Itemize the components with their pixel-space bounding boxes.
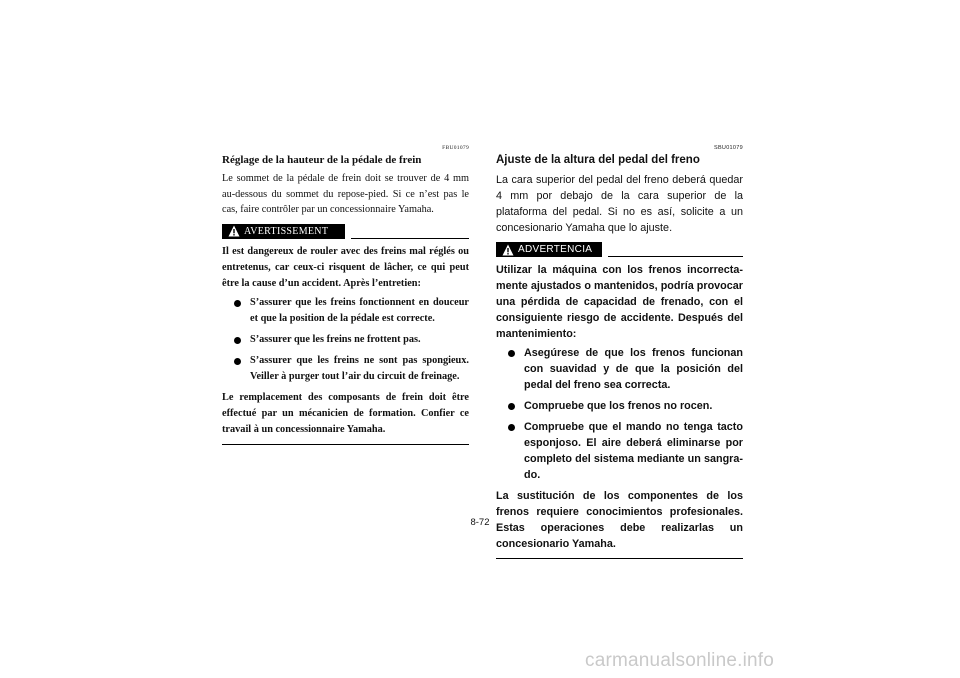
warning-footer: Le remplacement des composants de frein doit être effectué par un mécanicien de formation. Confier ce travail à un concessionnaire Yamaha.	[222, 391, 469, 435]
list-item: Compruebe que el mando no tenga tacto esponjoso. El aire deberá eliminarse por completo del sistema mediante un sangra-do.	[496, 419, 743, 483]
spanish-column	[496, 145, 743, 559]
list-item: S’assurer que les freins ne sont pas spongieux. Veiller à purger tout l’air du circuit de freinage.	[222, 353, 469, 385]
warning-body	[222, 244, 469, 438]
warning-rule	[351, 238, 469, 239]
end-rule	[222, 444, 469, 445]
warning-footer: La sustitución de los componentes de los frenos requiere conocimientos profesionales. Estas operaciones debe realizarlas un concesionario Yamaha.	[496, 490, 743, 550]
intro-paragraph: Le sommet de la pédale de frein doit se trouver de 4 mm au-dessous du sommet du repose-pied. Si ce n’est pas le cas, faire contrôler par un concessionnaire Yamaha.	[222, 173, 469, 215]
page-number: 8-72	[470, 517, 490, 528]
section-code: FBU01079	[442, 145, 469, 151]
bullet-icon	[234, 358, 241, 365]
intro-paragraph: La cara superior del pedal del freno deberá quedar 4 mm por debajo de la cara superior de la plataforma del pedal. Si no es así, solicite a un concesionario Yamaha que lo ajuste.	[496, 174, 743, 234]
end-rule	[496, 558, 743, 559]
bullet-icon	[508, 403, 515, 410]
list-item: Asegúrese de que los frenos funcionan con suavidad y de que la posición del pedal del freno sea correcta.	[496, 345, 743, 393]
section-title: Réglage de la hauteur de la pédale de frein	[222, 154, 422, 166]
section-title: Ajuste de la altura del pedal del freno	[496, 154, 700, 166]
section-code: SBU01079	[713, 145, 743, 151]
warning-body	[496, 262, 743, 552]
list-item: Compruebe que los frenos no rocen.	[496, 398, 743, 414]
bullet-list	[496, 345, 743, 483]
warning-triangle-icon	[502, 244, 514, 256]
bullet-list	[222, 295, 469, 385]
list-item: S’assurer que les freins ne frottent pas.	[222, 332, 469, 348]
warning-label: AVERTISSEMENT	[244, 225, 329, 237]
warning-label: ADVERTENCIA	[518, 244, 593, 255]
warning-badge	[496, 242, 602, 257]
watermark: carmanualsonline.info	[585, 650, 775, 671]
bullet-icon	[234, 300, 241, 307]
warning-text: Il est dangereux de rouler avec des freins mal réglés ou entretenus, car ceux-ci risquent de lâcher, ce qui peut être la cause d’un accident. Après l’entretien:	[222, 245, 469, 289]
warning-badge	[222, 224, 345, 239]
warning-header	[496, 242, 743, 259]
warning-header	[222, 224, 469, 241]
french-column	[222, 145, 469, 445]
bullet-icon	[508, 424, 515, 431]
warning-text: Utilizar la máquina con los frenos incorrecta-mente ajustados o mantenidos, podría provocar una pérdida de capacidad de frenado, con el consiguiente riesgo de accidente. Después del mantenimiento:	[496, 264, 743, 340]
warning-triangle-icon	[228, 225, 240, 237]
list-item: S’assurer que les freins fonctionnent en douceur et que la position de la pédale est correcte.	[222, 295, 469, 327]
bullet-icon	[234, 337, 241, 344]
bullet-icon	[508, 350, 515, 357]
warning-rule	[608, 256, 743, 257]
